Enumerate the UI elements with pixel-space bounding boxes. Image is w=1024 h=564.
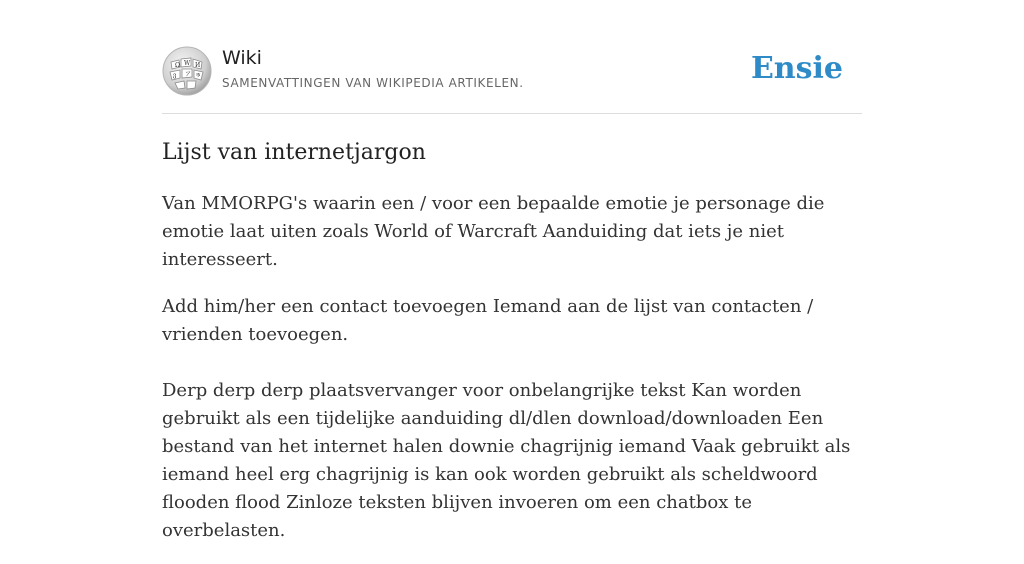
svg-text:И: И <box>195 62 201 69</box>
article-paragraph: Van MMORPG's waarin een / voor een bepaalde emotie je personage die emotie laat uiten zoals World of Warcraft Aanduiding dat iets je niet interesseert. <box>162 193 825 270</box>
brand-logo[interactable]: Ensie <box>750 51 843 86</box>
site-title[interactable]: Wiki <box>222 47 262 69</box>
svg-text:ვ: ვ <box>173 72 177 79</box>
article-paragraph: Add him/her een contact toevoegen Iemand aan de lijst van contacten / vrienden toevoegen. <box>162 296 814 345</box>
svg-text:Ω: Ω <box>175 62 180 69</box>
wikipedia-globe-icon[interactable] <box>162 46 212 96</box>
site-tagline: SAMENVATTINGEN VAN WIKIPEDIA ARTIKELEN. <box>222 76 524 90</box>
article-title: Lijst van internetjargon <box>162 140 426 165</box>
header-divider <box>162 113 862 114</box>
site-header <box>162 46 862 98</box>
article-paragraph: Derp derp derp plaatsvervanger voor onbelangrijke tekst Kan worden gebruikt als een tijdelijke aanduiding dl/dlen download/downloaden Een bestand van het internet halen downie chagrijnig iemand Vaak gebruikt als iemand heel erg chagrijnig is kan ook worden gebruikt als scheldwoord flooden flood Zinloze teksten blijven invoeren om een chatbox te overbelasten. <box>162 380 851 541</box>
article-content <box>162 190 862 564</box>
svg-text:ア: ア <box>185 71 192 78</box>
svg-text:W: W <box>184 60 191 67</box>
svg-text:ক: ক <box>196 72 201 79</box>
